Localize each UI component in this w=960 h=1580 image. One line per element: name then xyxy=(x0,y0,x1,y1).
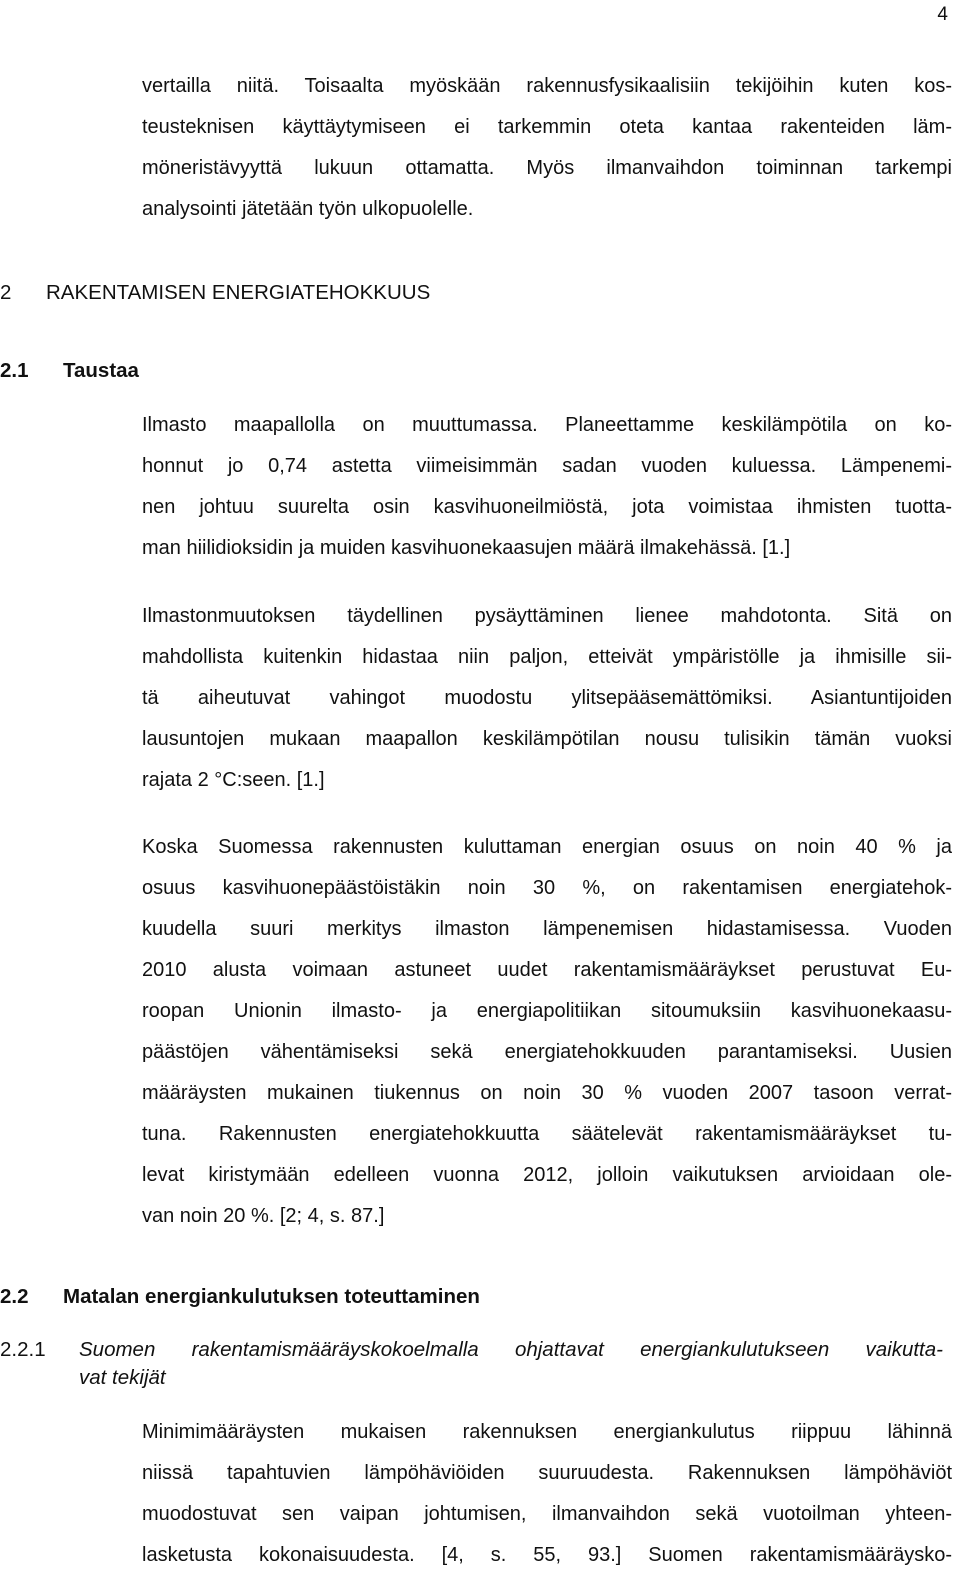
heading-title: Taustaa xyxy=(63,359,139,382)
heading-title-line: vat tekijät xyxy=(79,1366,166,1389)
text-line: Ilmasto maapallolla on muuttumassa. Planeettamme keskilämpötila on ko- xyxy=(142,414,952,436)
text-line: möneristävyyttä lukuun ottamatta. Myös ilmanvaihdon toiminnan tarkempi xyxy=(142,157,952,179)
heading-section-2 xyxy=(0,281,960,305)
page-number: 4 xyxy=(937,4,948,25)
heading-section-2-1 xyxy=(0,359,960,383)
text-line: Ilmastonmuutoksen täydellinen pysäyttäminen lienee mahdotonta. Sitä on xyxy=(142,605,952,627)
text-line: tä aiheutuvat vahingot muodostu ylitsepääsemättömiksi. Asiantuntijoiden xyxy=(142,687,952,709)
text-line: niissä tapahtuvien lämpöhäviöiden suuruudesta. Rakennuksen lämpöhäviöt xyxy=(142,1462,952,1484)
text-line: nen johtuu suurelta osin kasvihuoneilmiöstä, jota voimistaa ihmisten tuotta- xyxy=(142,496,952,518)
text-line: rajata 2 °C:seen. [1.] xyxy=(142,769,325,791)
text-line: mahdollista kuitenkin hidastaa niin paljon, etteivät ympäristölle ja ihmisille sii- xyxy=(142,646,952,668)
text-line: roopan Unionin ilmasto- ja energiapolitiikan sitoumuksiin kasvihuonekaasu- xyxy=(142,1000,952,1022)
heading-number: 2.2 xyxy=(0,1285,29,1308)
heading-title: RAKENTAMISEN ENERGIATEHOKKUUS xyxy=(46,281,431,304)
heading-title xyxy=(79,1336,943,1392)
text-line: tuna. Rakennusten energiatehokkuutta säätelevät rakentamismääräykset tu- xyxy=(142,1123,952,1145)
heading-section-2-2 xyxy=(0,1285,960,1309)
paragraph-mitigation xyxy=(142,596,952,801)
heading-number: 2.1 xyxy=(0,359,29,382)
text-line: Koska Suomessa rakennusten kuluttaman energian osuus on noin 40 % ja xyxy=(142,836,952,858)
text-line: Minimimääräysten mukaisen rakennuksen energiankulutus riippuu lähinnä xyxy=(142,1421,952,1443)
text-line: vertailla niitä. Toisaalta myöskään rakennusfysikaalisiin tekijöihin kuten kos- xyxy=(142,75,952,97)
paragraph-heat-losses xyxy=(142,1412,952,1576)
text-line: van noin 20 %. [2; 4, s. 87.] xyxy=(142,1205,385,1227)
paragraph-building-energy xyxy=(142,827,952,1237)
text-line: lausuntojen mukaan maapallon keskilämpötilan nousu tulisikin tämän vuoksi xyxy=(142,728,952,750)
heading-title: Matalan energiankulutuksen toteuttaminen xyxy=(63,1285,480,1308)
intro-paragraph xyxy=(142,66,952,230)
text-line: osuus kasvihuonepäästöistäkin noin 30 %, on rakentamisen energiatehok- xyxy=(142,877,952,899)
heading-title-line: Suomen rakentamismääräyskokoelmalla ohjattavat energiankulutukseen vaikutta- xyxy=(79,1338,943,1361)
text-line: 2010 alusta voimaan astuneet uudet rakentamismääräykset perustuvat Eu- xyxy=(142,959,952,981)
text-line: teusteknisen käyttäytymiseen ei tarkemmin oteta kantaa rakenteiden läm- xyxy=(142,116,952,138)
text-line: päästöjen vähentämiseksi sekä energiatehokkuuden parantamiseksi. Uusien xyxy=(142,1041,952,1063)
text-line: määräysten mukainen tiukennus on noin 30 % vuoden 2007 tasoon verrat- xyxy=(142,1082,952,1104)
text-line: honnut jo 0,74 astetta viimeisimmän sadan vuoden kuluessa. Lämpenemi- xyxy=(142,455,952,477)
text-line: muodostuvat sen vaipan johtumisen, ilmanvaihdon sekä vuotoilman yhteen- xyxy=(142,1503,952,1525)
text-line: man hiilidioksidin ja muiden kasvihuonekaasujen määrä ilmakehässä. [1.] xyxy=(142,537,791,559)
text-line: lasketusta kokonaisuudesta. [4, s. 55, 93.] Suomen rakentamismääräysko- xyxy=(142,1544,952,1566)
heading-number: 2 xyxy=(0,281,12,304)
paragraph-climate-change xyxy=(142,405,952,569)
heading-section-2-2-1 xyxy=(0,1336,960,1392)
text-line: analysointi jätetään työn ulkopuolelle. xyxy=(142,198,474,220)
text-line: kuudella suuri merkitys ilmaston lämpenemisen hidastamisessa. Vuoden xyxy=(142,918,952,940)
heading-number: 2.2.1 xyxy=(0,1338,46,1361)
text-line: levat kiristymään edelleen vuonna 2012, jolloin vaikutuksen arvioidaan ole- xyxy=(142,1164,952,1186)
